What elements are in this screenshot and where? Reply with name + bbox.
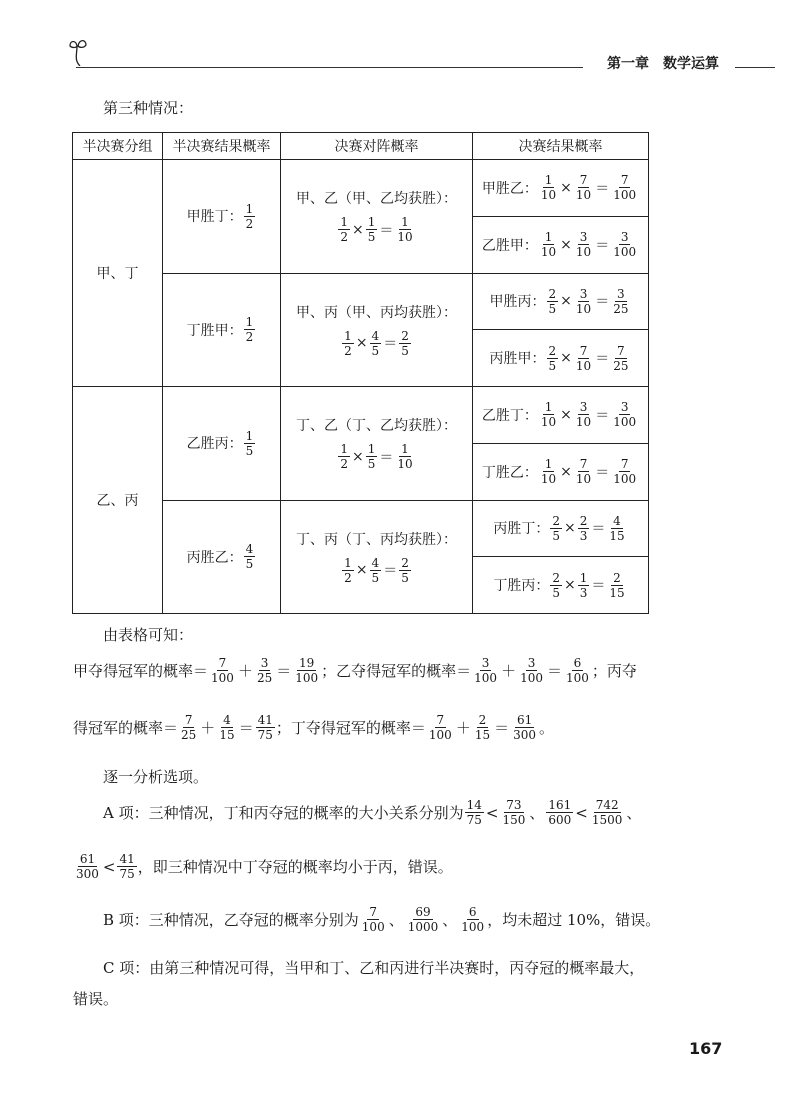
final-result-label: 丙胜丁：: [493, 521, 550, 538]
fraction: [574, 287, 593, 316]
probability-label: ；丁夺得冠军的概率＝: [275, 718, 426, 737]
fraction-denominator: 15: [219, 728, 235, 742]
fraction-denominator: 5: [552, 585, 560, 600]
fraction-denominator: 75: [119, 867, 135, 881]
fraction: [217, 713, 236, 742]
fraction-numerator: 1: [340, 442, 348, 457]
product-expression: $\frac{1}{2}$ × $\frac{4}{5}$ ＝ $\frac{2}{5}$: [344, 555, 409, 585]
fraction-numerator: 61: [79, 852, 96, 866]
fraction-numerator: 41: [119, 852, 135, 866]
fraction-denominator: 5: [245, 557, 254, 572]
fraction-numerator: 3: [579, 230, 588, 245]
product-expression: $\frac{2}{5}$ × $\frac{1}{3}$ ＝ $\frac{2}{15}$: [552, 570, 625, 600]
fraction: [518, 656, 545, 685]
fraction-numerator: 2: [579, 513, 588, 528]
fraction: [117, 852, 136, 881]
fraction: [574, 344, 593, 373]
fraction: [179, 713, 198, 742]
fraction-numerator: 4: [371, 555, 380, 570]
fraction-denominator: 5: [548, 301, 557, 316]
product-expression: $\frac{1}{10}$ × $\frac{3}{10}$ ＝ $\frac{3}{100}$: [540, 400, 637, 430]
fraction-denominator: 10: [575, 188, 592, 203]
option-a-line-2: $\frac{61}{300}$ < $\frac{41}{75}$ ，即三种情况中丁夺冠的概率均小于丙，错误。: [76, 852, 453, 881]
fraction-denominator: 15: [609, 585, 625, 600]
fraction-numerator: 2: [401, 328, 409, 343]
final-matchup-cell: [281, 387, 473, 501]
analysis-intro: 逐一分析选项。: [103, 768, 209, 786]
fraction: [539, 230, 558, 259]
fraction: [547, 344, 559, 373]
product-expression: $\frac{1}{10}$ × $\frac{3}{10}$ ＝ $\frac{3}{100}$: [540, 230, 637, 260]
probability-line-1: 甲夺得冠军的概率＝ $\frac{7}{100}$ ＋ $\frac{3}{25}$ ＝ $\frac{19}{100}$ ；乙夺得冠军的概率＝ $\frac{3}{100}$ ＋ $\frac{3}{100}$ ＝ $\frac{6}{100}$ ；丙夺: [73, 656, 637, 685]
product-expression: $\frac{1}{2}$ × $\frac{4}{5}$ ＝ $\frac{2}{5}$: [344, 328, 409, 358]
fraction-denominator: 2: [245, 330, 254, 345]
final-result-cell: [473, 557, 649, 614]
fraction-denominator: 2: [344, 570, 352, 585]
fraction-denominator: 75: [466, 813, 482, 827]
fraction-numerator: 1: [245, 315, 254, 330]
product-expression: $\frac{1}{2}$ × $\frac{1}{5}$ ＝ $\frac{1}{10}$: [340, 442, 413, 472]
fraction-numerator: 7: [617, 343, 625, 358]
fraction-denominator: 10: [540, 245, 557, 260]
fraction-denominator: 100: [295, 671, 319, 685]
fraction-denominator: 100: [461, 920, 485, 934]
final-matchup-text: 丁、丙（丁、丙均获胜）：: [296, 531, 457, 548]
semifinal-result-cell: [163, 273, 281, 387]
fraction-denominator: 25: [181, 728, 197, 742]
fraction-numerator: 7: [579, 457, 588, 472]
fraction-numerator: 2: [548, 286, 557, 301]
fraction: [578, 514, 590, 543]
product-expression: $\frac{2}{5}$ × $\frac{3}{10}$ ＝ $\frac{3}{25}$: [548, 286, 629, 316]
fraction-numerator: 61: [516, 713, 533, 727]
fraction-numerator: 7: [218, 656, 227, 670]
fraction-denominator: 2: [340, 230, 348, 245]
final-matchup-cell: [281, 160, 473, 274]
final-result-cell: [473, 273, 649, 330]
fraction-numerator: 1: [401, 442, 409, 457]
final-result-label: 丁胜乙：: [481, 464, 538, 481]
fraction-numerator: 4: [223, 713, 231, 727]
fraction-numerator: 742: [595, 798, 619, 812]
table-header: 半决赛结果概率: [163, 133, 281, 160]
fraction: [500, 798, 527, 827]
option-b-tail: ，均未超过 10%，错误。: [487, 910, 661, 929]
fraction: [574, 173, 593, 202]
fraction-numerator: 3: [620, 400, 629, 415]
fraction-denominator: 10: [575, 301, 592, 316]
fraction: [244, 542, 256, 571]
fraction-numerator: 7: [579, 343, 588, 358]
fraction-denominator: 100: [613, 188, 637, 203]
fraction-denominator: 100: [211, 671, 234, 685]
fraction: [574, 400, 593, 429]
fraction-denominator: 600: [548, 813, 572, 827]
fraction: [74, 852, 101, 881]
table-header: 决赛结果概率: [473, 133, 649, 160]
fraction-numerator: 1: [544, 230, 553, 245]
section-heading: 第三种情况：: [103, 99, 194, 117]
probability-line-2: 得冠军的概率＝ $\frac{7}{25}$ ＋ $\frac{4}{15}$ ＝ $\frac{41}{75}$ ；丁夺得冠军的概率＝ $\frac{7}{100}$ ＋ $\frac{2}{15}$ ＝ $\frac{61}{300}$ 。: [73, 713, 555, 742]
fraction: [611, 230, 638, 259]
fraction: [578, 571, 590, 600]
fraction-denominator: 25: [256, 671, 273, 685]
fraction-denominator: 100: [613, 245, 637, 260]
fraction-denominator: 10: [397, 230, 413, 245]
fraction-denominator: 5: [401, 570, 409, 585]
fraction: [370, 329, 382, 358]
fraction-denominator: 100: [566, 671, 589, 685]
fraction-numerator: 1: [367, 215, 376, 230]
fraction-denominator: 150: [502, 813, 526, 827]
fraction: [370, 556, 382, 585]
fraction: [342, 556, 354, 585]
fraction-denominator: 1500: [591, 813, 623, 827]
table-header-row: [73, 133, 649, 160]
fraction-denominator: 100: [613, 472, 637, 487]
fraction-denominator: 2: [245, 216, 254, 231]
fraction-numerator: 4: [613, 513, 621, 528]
product-expression: $\frac{2}{5}$ × $\frac{2}{3}$ ＝ $\frac{4}{15}$: [552, 513, 625, 543]
fraction: [473, 713, 492, 742]
fraction-denominator: 25: [613, 301, 629, 316]
fraction: [607, 571, 626, 600]
fraction-numerator: 3: [579, 400, 588, 415]
fraction-denominator: 5: [371, 570, 380, 585]
fraction-denominator: 10: [575, 415, 592, 430]
semifinal-result-cell: [163, 387, 281, 501]
fraction-denominator: 2: [340, 457, 348, 472]
fraction-denominator: 100: [361, 920, 385, 934]
table-header: 决赛对阵概率: [281, 133, 473, 160]
fraction-numerator: 2: [548, 343, 557, 358]
header-rule-left: [76, 67, 583, 68]
conclusion-intro: 由表格可知：: [103, 626, 194, 644]
final-result-cell: [473, 500, 649, 557]
sprout-icon: [64, 36, 94, 66]
fraction: [611, 344, 630, 373]
fraction-denominator: 10: [540, 188, 557, 203]
fraction-numerator: 7: [436, 713, 445, 727]
fraction-numerator: 2: [401, 555, 409, 570]
fraction-denominator: 300: [76, 867, 99, 881]
fraction-numerator: 3: [260, 656, 269, 670]
fraction-numerator: 1: [401, 215, 409, 230]
fraction-numerator: 3: [527, 656, 536, 670]
fraction-numerator: 7: [369, 905, 378, 919]
fraction-denominator: 100: [428, 728, 452, 742]
fraction-numerator: 4: [245, 542, 254, 557]
option-b-text: B 项：三种情况，乙夺冠的概率分别为: [103, 910, 359, 929]
fraction: [539, 400, 558, 429]
final-result-cell: [473, 387, 649, 444]
semifinal-result-label: 甲胜丁：: [186, 209, 243, 226]
product-expression: $\frac{1}{10}$ × $\frac{7}{10}$ ＝ $\frac{7}{100}$: [540, 173, 637, 203]
fraction-numerator: 2: [552, 513, 560, 528]
fraction: [395, 215, 414, 244]
semifinal-group-cell: [73, 387, 163, 614]
fraction-numerator: 6: [573, 656, 582, 670]
final-matchup-cell: [281, 500, 473, 614]
final-matchup-text: 甲、乙（甲、乙均获胜）：: [296, 191, 457, 208]
fraction-denominator: 75: [257, 728, 273, 742]
fraction-numerator: 69: [415, 905, 431, 919]
final-result-label: 乙胜丁：: [481, 407, 538, 424]
fraction: [611, 457, 638, 486]
fraction-numerator: 3: [481, 656, 490, 670]
fraction-numerator: 7: [620, 173, 629, 188]
final-result-cell: [473, 443, 649, 500]
final-result-cell: [473, 330, 649, 387]
fraction: [511, 713, 538, 742]
fraction-numerator: 7: [620, 457, 629, 472]
fraction: [244, 429, 256, 458]
fraction: [590, 798, 625, 827]
semifinal-group-cell: [73, 160, 163, 387]
fraction-numerator: 73: [506, 798, 522, 812]
fraction-numerator: 1: [367, 442, 376, 457]
table-row: [73, 160, 649, 217]
final-matchup-cell: [281, 273, 473, 387]
fraction-denominator: 1000: [407, 920, 439, 934]
fraction: [539, 173, 558, 202]
fraction: [427, 713, 454, 742]
product-expression: $\frac{2}{5}$ × $\frac{7}{10}$ ＝ $\frac{7}{25}$: [548, 343, 629, 373]
fraction: [255, 656, 274, 685]
fraction-numerator: 1: [544, 173, 553, 188]
semifinal-group: 乙、丙: [96, 493, 139, 509]
option-a-line-1: A 项：三种情况，丁和丙夺冠的概率的大小关系分别为 $\frac{14}{75}$ < $\frac{73}{150}$ 、 $\frac{161}{600}$ < $\frac{742}{1500}$ 、: [103, 798, 642, 827]
final-result-label: 乙胜甲：: [481, 237, 538, 254]
fraction: [395, 442, 414, 471]
fraction: [472, 656, 499, 685]
probability-label: ；丙夺: [591, 661, 637, 680]
fraction-numerator: 1: [579, 570, 588, 585]
final-result-cell: [473, 160, 649, 217]
fraction: [539, 457, 558, 486]
fraction-numerator: 7: [579, 173, 588, 188]
semifinal-result-label: 丁胜甲：: [186, 322, 243, 339]
fraction-numerator: 3: [579, 286, 588, 301]
probability-table: [72, 132, 649, 614]
fraction: [546, 798, 573, 827]
semifinal-result-label: 丙胜乙：: [186, 549, 243, 566]
fraction-numerator: 1: [544, 400, 553, 415]
fraction: [244, 315, 256, 344]
option-a-tail: ，即三种情况中丁夺冠的概率均小于丙，错误。: [137, 857, 453, 876]
fraction-denominator: 15: [474, 728, 491, 742]
final-result-cell: [473, 216, 649, 273]
fraction-denominator: 10: [575, 358, 592, 373]
fraction: [574, 457, 593, 486]
fraction: [611, 173, 638, 202]
final-matchup-text: 甲、丙（甲、丙均获胜）：: [296, 304, 457, 321]
semifinal-result-cell: [163, 500, 281, 614]
fraction-numerator: 19: [299, 656, 315, 670]
fraction: [399, 329, 411, 358]
fraction-denominator: 5: [367, 457, 376, 472]
fraction: [342, 329, 354, 358]
fraction: [550, 571, 562, 600]
fraction-denominator: 100: [613, 415, 637, 430]
fraction: [338, 442, 350, 471]
fraction-denominator: 300: [513, 728, 537, 742]
fraction: [574, 230, 593, 259]
fraction-denominator: 10: [575, 245, 592, 260]
fraction-denominator: 100: [474, 671, 498, 685]
fraction-numerator: 3: [620, 230, 629, 245]
fraction-numerator: 3: [617, 286, 625, 301]
fraction-denominator: 10: [540, 472, 557, 487]
option-c-line-1: C 项：由第三种情况可得，当甲和丁、乙和丙进行半决赛时，丙夺冠的概率最大，: [103, 959, 645, 977]
option-c-line-2: 错误。: [73, 990, 119, 1008]
option-a-text: A 项：三种情况，丁和丙夺冠的概率的大小关系分别为: [103, 803, 464, 822]
fraction-numerator: 4: [371, 328, 380, 343]
table-row: [73, 387, 649, 444]
fraction-denominator: 10: [397, 457, 413, 472]
table-header: 半决赛分组: [73, 133, 163, 160]
semifinal-group: 甲、丁: [96, 266, 139, 282]
fraction: [256, 713, 275, 742]
semifinal-result-label: 乙胜丙：: [186, 436, 243, 453]
final-result-label: 甲胜丙：: [489, 294, 546, 311]
fraction-denominator: 5: [548, 358, 557, 373]
fraction-denominator: 15: [609, 528, 625, 543]
final-result-label: 丁胜丙：: [493, 578, 550, 595]
fraction: [293, 656, 320, 685]
sentence-end: 。: [539, 718, 555, 737]
final-result-label: 甲胜乙：: [481, 180, 538, 197]
fraction-denominator: 5: [367, 230, 376, 245]
fraction-denominator: 3: [579, 585, 588, 600]
fraction: [366, 442, 378, 471]
fraction-numerator: 6: [468, 905, 477, 919]
fraction: [550, 514, 562, 543]
fraction-denominator: 25: [613, 358, 629, 373]
fraction: [209, 656, 236, 685]
option-b: B 项：三种情况，乙夺冠的概率分别为 $\frac{7}{100}$ 、 $\frac{69}{1000}$ 、 $\frac{6}{100}$ ，均未超过 10%，错误。: [103, 905, 661, 934]
fraction-denominator: 5: [401, 343, 409, 358]
fraction-numerator: 1: [340, 215, 348, 230]
fraction-numerator: 41: [257, 713, 273, 727]
fraction: [564, 656, 591, 685]
fraction-denominator: 5: [245, 443, 254, 458]
fraction: [465, 798, 484, 827]
product-expression: $\frac{1}{2}$ × $\frac{1}{5}$ ＝ $\frac{1}{10}$: [340, 215, 413, 245]
fraction: [611, 400, 638, 429]
final-matchup-text: 丁、乙（丁、乙均获胜）：: [296, 418, 457, 435]
fraction-numerator: 1: [245, 428, 254, 443]
fraction-denominator: 10: [575, 472, 592, 487]
fraction-denominator: 5: [371, 343, 380, 358]
fraction-numerator: 2: [478, 713, 487, 727]
fraction: [360, 905, 387, 934]
fraction-numerator: 1: [245, 201, 254, 216]
probability-label: 甲夺得冠军的概率＝: [73, 661, 209, 680]
semifinal-result-cell: [163, 160, 281, 274]
fraction-numerator: 1: [344, 555, 352, 570]
fraction-denominator: 10: [540, 415, 557, 430]
chapter-title: 第一章 数学运算: [607, 56, 719, 72]
fraction-numerator: 7: [184, 713, 193, 727]
fraction: [244, 202, 256, 231]
product-expression: $\frac{1}{10}$ × $\frac{7}{10}$ ＝ $\frac{7}{100}$: [540, 457, 637, 487]
final-result-label: 丙胜甲：: [489, 351, 546, 368]
fraction-denominator: 5: [552, 528, 560, 543]
fraction-numerator: 1: [344, 328, 352, 343]
fraction-denominator: 100: [520, 671, 543, 685]
fraction: [338, 215, 350, 244]
page-number: 167: [689, 1039, 723, 1058]
probability-label: ；乙夺得冠军的概率＝: [321, 661, 472, 680]
fraction-numerator: 14: [466, 798, 482, 812]
fraction-denominator: 3: [579, 528, 588, 543]
fraction: [459, 905, 486, 934]
fraction-numerator: 2: [613, 570, 621, 585]
header-rule-right: [735, 67, 775, 68]
fraction: [406, 905, 441, 934]
fraction: [607, 514, 626, 543]
fraction-numerator: 1: [544, 457, 553, 472]
probability-label: 得冠军的概率＝: [73, 718, 179, 737]
fraction-numerator: 2: [552, 570, 560, 585]
fraction-denominator: 2: [344, 343, 352, 358]
fraction: [399, 556, 411, 585]
fraction: [547, 287, 559, 316]
fraction: [611, 287, 630, 316]
fraction-numerator: 161: [548, 798, 572, 812]
fraction: [366, 215, 378, 244]
